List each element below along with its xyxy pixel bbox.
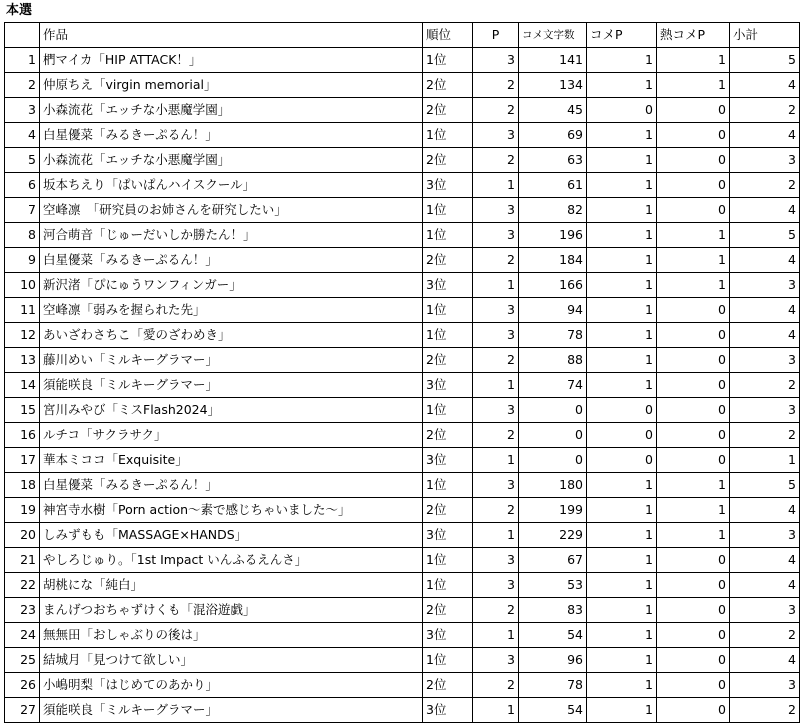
points-cell[interactable]: 2 bbox=[473, 148, 519, 173]
table-row bbox=[5, 648, 800, 673]
work-cell[interactable]: 須能咲良「ミルキーグラマー」 bbox=[40, 698, 423, 723]
subtotal-cell[interactable]: 4 bbox=[730, 123, 800, 148]
header-rank[interactable]: 順位 bbox=[423, 23, 473, 48]
row-index-cell[interactable]: 16 bbox=[5, 423, 40, 448]
points-cell[interactable]: 2 bbox=[473, 248, 519, 273]
comment-chars-cell[interactable]: 61 bbox=[519, 173, 587, 198]
work-cell[interactable]: 藤川めい「ミルキーグラマー」 bbox=[40, 348, 423, 373]
hot-comment-points-cell[interactable]: 0 bbox=[657, 673, 730, 698]
comment-points-cell[interactable]: 1 bbox=[587, 173, 657, 198]
work-cell[interactable]: やしろじゅり。「1st Impact いんふるえんさ」 bbox=[40, 548, 423, 573]
row-index-cell[interactable]: 3 bbox=[5, 98, 40, 123]
comment-chars-cell[interactable]: 54 bbox=[519, 623, 587, 648]
hot-comment-points-cell[interactable]: 1 bbox=[657, 248, 730, 273]
row-index-cell[interactable]: 26 bbox=[5, 673, 40, 698]
row-index-cell[interactable]: 20 bbox=[5, 523, 40, 548]
comment-chars-cell[interactable]: 184 bbox=[519, 248, 587, 273]
points-cell[interactable]: 1 bbox=[473, 698, 519, 723]
comment-chars-cell[interactable]: 0 bbox=[519, 448, 587, 473]
rank-cell[interactable]: 2位 bbox=[423, 148, 473, 173]
points-cell[interactable]: 1 bbox=[473, 523, 519, 548]
row-index-cell[interactable]: 6 bbox=[5, 173, 40, 198]
subtotal-cell[interactable]: 2 bbox=[730, 698, 800, 723]
work-cell[interactable]: しみずもも「MASSAGE×HANDS」 bbox=[40, 523, 423, 548]
comment-chars-cell[interactable]: 74 bbox=[519, 373, 587, 398]
points-cell[interactable]: 3 bbox=[473, 223, 519, 248]
header-work[interactable]: 作品 bbox=[40, 23, 423, 48]
rank-cell[interactable]: 2位 bbox=[423, 598, 473, 623]
work-cell[interactable]: 宮川みやび「ミスFlash2024」 bbox=[40, 398, 423, 423]
subtotal-cell[interactable]: 4 bbox=[730, 648, 800, 673]
comment-points-cell[interactable]: 1 bbox=[587, 498, 657, 523]
work-cell[interactable]: まんげつおちゃずけくも「混浴遊戯」 bbox=[40, 598, 423, 623]
hot-comment-points-cell[interactable]: 0 bbox=[657, 398, 730, 423]
rank-cell[interactable]: 2位 bbox=[423, 498, 473, 523]
rank-cell[interactable]: 2位 bbox=[423, 348, 473, 373]
rank-cell[interactable]: 3位 bbox=[423, 173, 473, 198]
comment-points-cell[interactable]: 1 bbox=[587, 73, 657, 98]
table-row bbox=[5, 498, 800, 523]
subtotal-cell[interactable]: 4 bbox=[730, 548, 800, 573]
subtotal-cell[interactable]: 3 bbox=[730, 348, 800, 373]
subtotal-cell[interactable]: 2 bbox=[730, 173, 800, 198]
points-cell[interactable]: 2 bbox=[473, 598, 519, 623]
rank-cell[interactable]: 1位 bbox=[423, 123, 473, 148]
comment-chars-cell[interactable]: 53 bbox=[519, 573, 587, 598]
row-index-cell[interactable]: 9 bbox=[5, 248, 40, 273]
subtotal-cell[interactable]: 3 bbox=[730, 148, 800, 173]
comment-chars-cell[interactable]: 69 bbox=[519, 123, 587, 148]
hot-comment-points-cell[interactable]: 1 bbox=[657, 273, 730, 298]
row-index-cell[interactable]: 21 bbox=[5, 548, 40, 573]
hot-comment-points-cell[interactable]: 0 bbox=[657, 98, 730, 123]
table-row bbox=[5, 148, 800, 173]
header-points[interactable]: P bbox=[473, 23, 519, 48]
subtotal-cell[interactable]: 3 bbox=[730, 398, 800, 423]
work-cell[interactable]: 空峰凛「弱みを握られた先」 bbox=[40, 298, 423, 323]
comment-points-cell[interactable]: 1 bbox=[587, 573, 657, 598]
comment-points-cell[interactable]: 1 bbox=[587, 523, 657, 548]
work-cell[interactable]: ルチコ「サクラサク」 bbox=[40, 423, 423, 448]
comment-chars-cell[interactable]: 83 bbox=[519, 598, 587, 623]
comment-points-cell[interactable]: 1 bbox=[587, 548, 657, 573]
comment-chars-cell[interactable]: 94 bbox=[519, 298, 587, 323]
row-index-cell[interactable]: 8 bbox=[5, 223, 40, 248]
row-index-cell[interactable]: 22 bbox=[5, 573, 40, 598]
work-cell[interactable]: 白星優菜「みるきーぷるん！」 bbox=[40, 123, 423, 148]
work-cell[interactable]: 須能咲良「ミルキーグラマー」 bbox=[40, 373, 423, 398]
rank-cell[interactable]: 1位 bbox=[423, 223, 473, 248]
comment-points-cell[interactable]: 0 bbox=[587, 448, 657, 473]
row-index-cell[interactable]: 27 bbox=[5, 698, 40, 723]
comment-chars-cell[interactable]: 54 bbox=[519, 698, 587, 723]
table-row bbox=[5, 423, 800, 448]
work-cell[interactable]: 胡桃にな「純白」 bbox=[40, 573, 423, 598]
header-index[interactable] bbox=[5, 23, 40, 48]
work-cell[interactable]: 無無田「おしゃぶりの後は」 bbox=[40, 623, 423, 648]
subtotal-cell[interactable]: 5 bbox=[730, 473, 800, 498]
hot-comment-points-cell[interactable]: 0 bbox=[657, 348, 730, 373]
hot-comment-points-cell[interactable]: 1 bbox=[657, 498, 730, 523]
rank-cell[interactable]: 1位 bbox=[423, 398, 473, 423]
hot-comment-points-cell[interactable]: 0 bbox=[657, 173, 730, 198]
work-cell[interactable]: 小森流花「エッチな小悪魔学園」 bbox=[40, 98, 423, 123]
points-cell[interactable]: 2 bbox=[473, 673, 519, 698]
points-cell[interactable]: 2 bbox=[473, 498, 519, 523]
hot-comment-points-cell[interactable]: 1 bbox=[657, 48, 730, 73]
comment-points-cell[interactable]: 1 bbox=[587, 598, 657, 623]
table-row bbox=[5, 323, 800, 348]
hot-comment-points-cell[interactable]: 1 bbox=[657, 223, 730, 248]
subtotal-cell[interactable]: 3 bbox=[730, 673, 800, 698]
comment-points-cell[interactable]: 1 bbox=[587, 473, 657, 498]
points-cell[interactable]: 3 bbox=[473, 123, 519, 148]
table-row bbox=[5, 273, 800, 298]
table-row bbox=[5, 48, 800, 73]
row-index-cell[interactable]: 7 bbox=[5, 198, 40, 223]
hot-comment-points-cell[interactable]: 1 bbox=[657, 523, 730, 548]
comment-chars-cell[interactable]: 78 bbox=[519, 673, 587, 698]
row-index-cell[interactable]: 5 bbox=[5, 148, 40, 173]
row-index-cell[interactable]: 24 bbox=[5, 623, 40, 648]
comment-points-cell[interactable]: 1 bbox=[587, 273, 657, 298]
table-row bbox=[5, 473, 800, 498]
header-comment-points[interactable]: コメP bbox=[587, 23, 657, 48]
rank-cell[interactable]: 3位 bbox=[423, 448, 473, 473]
rank-cell[interactable]: 1位 bbox=[423, 473, 473, 498]
table-row bbox=[5, 548, 800, 573]
subtotal-cell[interactable]: 4 bbox=[730, 323, 800, 348]
comment-points-cell[interactable]: 1 bbox=[587, 323, 657, 348]
points-cell[interactable]: 1 bbox=[473, 448, 519, 473]
comment-chars-cell[interactable]: 88 bbox=[519, 348, 587, 373]
table-row bbox=[5, 123, 800, 148]
rank-cell[interactable]: 1位 bbox=[423, 48, 473, 73]
hot-comment-points-cell[interactable]: 0 bbox=[657, 623, 730, 648]
header-hot-comment-points[interactable]: 熱コメP bbox=[657, 23, 730, 48]
comment-chars-cell[interactable]: 134 bbox=[519, 73, 587, 98]
row-index-cell[interactable]: 1 bbox=[5, 48, 40, 73]
hot-comment-points-cell[interactable]: 1 bbox=[657, 473, 730, 498]
points-cell[interactable]: 3 bbox=[473, 548, 519, 573]
hot-comment-points-cell[interactable]: 0 bbox=[657, 648, 730, 673]
work-cell[interactable]: 河合萌音「じゅーだいしか勝たん！」 bbox=[40, 223, 423, 248]
hot-comment-points-cell[interactable]: 0 bbox=[657, 698, 730, 723]
table-row bbox=[5, 223, 800, 248]
rank-cell[interactable]: 2位 bbox=[423, 673, 473, 698]
comment-chars-cell[interactable]: 199 bbox=[519, 498, 587, 523]
comment-points-cell[interactable]: 1 bbox=[587, 198, 657, 223]
comment-points-cell[interactable]: 1 bbox=[587, 673, 657, 698]
hot-comment-points-cell[interactable]: 0 bbox=[657, 123, 730, 148]
subtotal-cell[interactable]: 2 bbox=[730, 373, 800, 398]
comment-chars-cell[interactable]: 82 bbox=[519, 198, 587, 223]
rank-cell[interactable]: 1位 bbox=[423, 198, 473, 223]
row-index-cell[interactable]: 10 bbox=[5, 273, 40, 298]
comment-chars-cell[interactable]: 166 bbox=[519, 273, 587, 298]
points-cell[interactable]: 3 bbox=[473, 398, 519, 423]
points-cell[interactable]: 3 bbox=[473, 198, 519, 223]
subtotal-cell[interactable]: 1 bbox=[730, 448, 800, 473]
rank-cell[interactable]: 1位 bbox=[423, 573, 473, 598]
table-row bbox=[5, 348, 800, 373]
table-row bbox=[5, 523, 800, 548]
subtotal-cell[interactable]: 4 bbox=[730, 298, 800, 323]
comment-chars-cell[interactable]: 0 bbox=[519, 423, 587, 448]
row-index-cell[interactable]: 11 bbox=[5, 298, 40, 323]
table-row bbox=[5, 573, 800, 598]
subtotal-cell[interactable]: 2 bbox=[730, 98, 800, 123]
rank-cell[interactable]: 3位 bbox=[423, 373, 473, 398]
header-comment-chars[interactable]: コメ文字数 bbox=[519, 23, 587, 48]
rank-cell[interactable]: 3位 bbox=[423, 623, 473, 648]
work-cell[interactable]: あいざわさちこ「愛のざわめき」 bbox=[40, 323, 423, 348]
rank-cell[interactable]: 1位 bbox=[423, 323, 473, 348]
points-cell[interactable]: 1 bbox=[473, 373, 519, 398]
subtotal-cell[interactable]: 2 bbox=[730, 623, 800, 648]
comment-points-cell[interactable]: 0 bbox=[587, 423, 657, 448]
row-index-cell[interactable]: 25 bbox=[5, 648, 40, 673]
rank-cell[interactable]: 1位 bbox=[423, 648, 473, 673]
table-row bbox=[5, 598, 800, 623]
table-row bbox=[5, 98, 800, 123]
points-cell[interactable]: 3 bbox=[473, 298, 519, 323]
ranking-table bbox=[4, 22, 800, 723]
work-cell[interactable]: 椚マイカ「HIP ATTACK！」 bbox=[40, 48, 423, 73]
rank-cell[interactable]: 1位 bbox=[423, 298, 473, 323]
work-cell[interactable]: 新沢渚「ぴにゅうワンフィンガー」 bbox=[40, 273, 423, 298]
subtotal-cell[interactable]: 3 bbox=[730, 523, 800, 548]
hot-comment-points-cell[interactable]: 0 bbox=[657, 198, 730, 223]
work-cell[interactable]: 白星優菜「みるきーぷるん！」 bbox=[40, 473, 423, 498]
row-index-cell[interactable]: 13 bbox=[5, 348, 40, 373]
work-cell[interactable]: 華本ミココ「Exquisite」 bbox=[40, 448, 423, 473]
table-row bbox=[5, 298, 800, 323]
table-row bbox=[5, 198, 800, 223]
work-cell[interactable]: 空峰凛 「研究員のお姉さんを研究したい」 bbox=[40, 198, 423, 223]
comment-points-cell[interactable]: 1 bbox=[587, 298, 657, 323]
hot-comment-points-cell[interactable]: 1 bbox=[657, 73, 730, 98]
table-row bbox=[5, 698, 800, 723]
work-cell[interactable]: 仲原ちえ「virgin memorial」 bbox=[40, 73, 423, 98]
points-cell[interactable]: 3 bbox=[473, 473, 519, 498]
subtotal-cell[interactable]: 3 bbox=[730, 273, 800, 298]
table-row bbox=[5, 173, 800, 198]
points-cell[interactable]: 2 bbox=[473, 423, 519, 448]
work-cell[interactable]: 神宮寺水樹「Porn action～素で感じちゃいました～」 bbox=[40, 498, 423, 523]
table-row bbox=[5, 673, 800, 698]
comment-chars-cell[interactable]: 196 bbox=[519, 223, 587, 248]
work-cell[interactable]: 小森流花「エッチな小悪魔学園」 bbox=[40, 148, 423, 173]
row-index-cell[interactable]: 18 bbox=[5, 473, 40, 498]
subtotal-cell[interactable]: 4 bbox=[730, 198, 800, 223]
subtotal-cell[interactable]: 4 bbox=[730, 573, 800, 598]
rank-cell[interactable]: 3位 bbox=[423, 698, 473, 723]
header-row bbox=[5, 23, 800, 48]
rank-cell[interactable]: 2位 bbox=[423, 423, 473, 448]
rank-cell[interactable]: 2位 bbox=[423, 248, 473, 273]
hot-comment-points-cell[interactable]: 0 bbox=[657, 548, 730, 573]
comment-chars-cell[interactable]: 45 bbox=[519, 98, 587, 123]
comment-chars-cell[interactable]: 141 bbox=[519, 48, 587, 73]
table-row bbox=[5, 373, 800, 398]
comment-points-cell[interactable]: 1 bbox=[587, 348, 657, 373]
rank-cell[interactable]: 3位 bbox=[423, 273, 473, 298]
subtotal-cell[interactable]: 5 bbox=[730, 48, 800, 73]
hot-comment-points-cell[interactable]: 0 bbox=[657, 448, 730, 473]
points-cell[interactable]: 2 bbox=[473, 348, 519, 373]
comment-chars-cell[interactable]: 229 bbox=[519, 523, 587, 548]
comment-chars-cell[interactable]: 96 bbox=[519, 648, 587, 673]
rank-cell[interactable]: 2位 bbox=[423, 73, 473, 98]
comment-chars-cell[interactable]: 67 bbox=[519, 548, 587, 573]
rank-cell[interactable]: 2位 bbox=[423, 98, 473, 123]
comment-points-cell[interactable]: 0 bbox=[587, 98, 657, 123]
comment-points-cell[interactable]: 1 bbox=[587, 648, 657, 673]
points-cell[interactable]: 1 bbox=[473, 273, 519, 298]
comment-chars-cell[interactable]: 0 bbox=[519, 398, 587, 423]
hot-comment-points-cell[interactable]: 0 bbox=[657, 423, 730, 448]
row-index-cell[interactable]: 4 bbox=[5, 123, 40, 148]
points-cell[interactable]: 3 bbox=[473, 573, 519, 598]
points-cell[interactable]: 2 bbox=[473, 73, 519, 98]
comment-points-cell[interactable]: 1 bbox=[587, 148, 657, 173]
comment-chars-cell[interactable]: 78 bbox=[519, 323, 587, 348]
table-row bbox=[5, 398, 800, 423]
comment-points-cell[interactable]: 1 bbox=[587, 48, 657, 73]
hot-comment-points-cell[interactable]: 0 bbox=[657, 598, 730, 623]
comment-points-cell[interactable]: 1 bbox=[587, 698, 657, 723]
subtotal-cell[interactable]: 5 bbox=[730, 223, 800, 248]
row-index-cell[interactable]: 14 bbox=[5, 373, 40, 398]
work-cell[interactable]: 白星優菜「みるきーぷるん！」 bbox=[40, 248, 423, 273]
subtotal-cell[interactable]: 4 bbox=[730, 73, 800, 98]
rank-cell[interactable]: 1位 bbox=[423, 548, 473, 573]
comment-points-cell[interactable]: 1 bbox=[587, 373, 657, 398]
comment-points-cell[interactable]: 1 bbox=[587, 248, 657, 273]
subtotal-cell[interactable]: 2 bbox=[730, 423, 800, 448]
table-row bbox=[5, 448, 800, 473]
row-index-cell[interactable]: 19 bbox=[5, 498, 40, 523]
hot-comment-points-cell[interactable]: 0 bbox=[657, 373, 730, 398]
table-row bbox=[5, 248, 800, 273]
hot-comment-points-cell[interactable]: 0 bbox=[657, 148, 730, 173]
comment-points-cell[interactable]: 1 bbox=[587, 223, 657, 248]
row-index-cell[interactable]: 2 bbox=[5, 73, 40, 98]
work-cell[interactable]: 坂本ちえり「ぱいぱんハイスクール」 bbox=[40, 173, 423, 198]
subtotal-cell[interactable]: 4 bbox=[730, 248, 800, 273]
comment-chars-cell[interactable]: 180 bbox=[519, 473, 587, 498]
hot-comment-points-cell[interactable]: 0 bbox=[657, 323, 730, 348]
work-cell[interactable]: 結城月「見つけて欲しい」 bbox=[40, 648, 423, 673]
points-cell[interactable]: 1 bbox=[473, 623, 519, 648]
comment-points-cell[interactable]: 0 bbox=[587, 398, 657, 423]
work-cell[interactable]: 小嶋明梨「はじめてのあかり」 bbox=[40, 673, 423, 698]
points-cell[interactable]: 3 bbox=[473, 48, 519, 73]
row-index-cell[interactable]: 23 bbox=[5, 598, 40, 623]
sheet-title: 本選 bbox=[6, 3, 33, 18]
header-subtotal[interactable]: 小計 bbox=[730, 23, 800, 48]
row-index-cell[interactable]: 17 bbox=[5, 448, 40, 473]
table-row bbox=[5, 73, 800, 98]
subtotal-cell[interactable]: 4 bbox=[730, 498, 800, 523]
points-cell[interactable]: 2 bbox=[473, 98, 519, 123]
rank-cell[interactable]: 3位 bbox=[423, 523, 473, 548]
subtotal-cell[interactable]: 3 bbox=[730, 598, 800, 623]
row-index-cell[interactable]: 12 bbox=[5, 323, 40, 348]
table-row bbox=[5, 623, 800, 648]
points-cell[interactable]: 3 bbox=[473, 323, 519, 348]
comment-chars-cell[interactable]: 63 bbox=[519, 148, 587, 173]
hot-comment-points-cell[interactable]: 0 bbox=[657, 573, 730, 598]
row-index-cell[interactable]: 15 bbox=[5, 398, 40, 423]
hot-comment-points-cell[interactable]: 0 bbox=[657, 298, 730, 323]
comment-points-cell[interactable]: 1 bbox=[587, 123, 657, 148]
points-cell[interactable]: 3 bbox=[473, 648, 519, 673]
points-cell[interactable]: 1 bbox=[473, 173, 519, 198]
comment-points-cell[interactable]: 1 bbox=[587, 623, 657, 648]
